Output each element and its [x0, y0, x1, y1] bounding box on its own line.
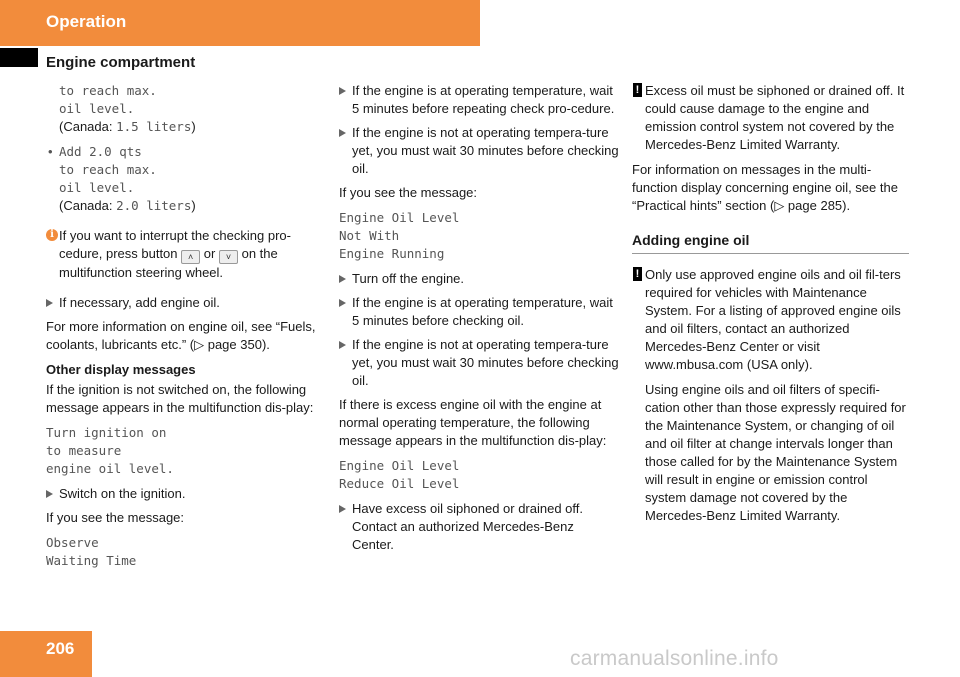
- info-icon: i: [46, 229, 58, 241]
- step-turn-off: Turn off the engine.: [339, 270, 619, 288]
- list-item-add-qts: • Add 2.0 qts to reach max. oil level. (Canada: 2.0 liters): [46, 143, 324, 215]
- column-3: [632, 82, 909, 532]
- bullet-dot-icon: •: [48, 144, 53, 159]
- para-excess: If there is excess engine oil with the engine at normal operating temperature, the following message appears in the multifunction dis-play:: [339, 397, 607, 448]
- triangle-arrow-icon: [339, 341, 346, 349]
- triangle-arrow-icon: [339, 129, 346, 137]
- step-add-oil: If necessary, add engine oil.: [46, 294, 324, 312]
- triangle-arrow-icon: [339, 299, 346, 307]
- warning-note-excess: ! Excess oil must be siphoned or drained off. It could cause damage to the engine and emission control system not covered by the Mercedes-Benz Limited Warranty.: [632, 82, 909, 154]
- column-1: [46, 82, 324, 577]
- step-switch-on: Switch on the ignition.: [46, 485, 324, 503]
- key-up-icon: ˄: [181, 250, 200, 264]
- triangle-arrow-icon: [339, 505, 346, 513]
- canada-note-b: (Canada: 2.0 liters): [59, 198, 196, 213]
- chapter-title: Operation: [46, 12, 127, 31]
- section-tab-marker: [0, 48, 38, 67]
- warning-icon: !: [633, 267, 642, 281]
- mono-msg-level-running: Engine Oil Level Not With Engine Running: [339, 210, 460, 261]
- para-fuels: For more information on engine oil, see “Fuels, coolants, lubricants etc.” (▷ page 350).: [46, 319, 316, 352]
- para-if-you-see: If you see the message:: [46, 510, 185, 525]
- canada-note-a: (Canada: 1.5 liters): [59, 119, 196, 134]
- info-note-interrupt: i If you want to interrupt the checking pro-cedure, press button ˄ or ˅ on the multifunction steering wheel.: [46, 227, 324, 282]
- triangle-arrow-icon: [46, 299, 53, 307]
- para-if-you-see-2: If you see the message:: [339, 185, 478, 200]
- triangle-arrow-icon: [339, 275, 346, 283]
- page-number: 206: [46, 639, 75, 658]
- step-wait-5: If the engine is at operating temperature, wait 5 minutes before checking oil.: [339, 294, 619, 330]
- warning-icon: !: [633, 83, 642, 97]
- triangle-arrow-icon: [339, 87, 346, 95]
- para-warranty: Using engine oils and oil filters of specifi-cation other than those expressly required for the Maintenance System, or changing of oil and oil filter at change intervals longer than those called for by the Maintenance System will result in engine or emission control system damage not covered by the Mercedes-Benz Limited Warranty.: [645, 382, 906, 523]
- mono-msg-observe: Observe Waiting Time: [46, 535, 137, 568]
- mono-msg-turn-ignition: Turn ignition on to measure engine oil level.: [46, 425, 174, 476]
- para-practical-hints: For information on messages in the multi-function display concerning engine oil, see the “Practical hints” section (▷ page 285).: [632, 162, 898, 213]
- step-wait-30: If the engine is not at operating tempera-ture yet, you must wait 30 minutes before checking oil.: [339, 124, 619, 178]
- mono-msg-reach-max-a: to reach max. oil level. (Canada: 1.5 liters): [46, 82, 324, 136]
- triangle-arrow-icon: [46, 490, 53, 498]
- warning-note-approved: ! Only use approved engine oils and oil fil-ters required for vehicles with Maintenance System. For a listing of approved engine oils and oil filters, contact an authorized Mercedes-Benz Center or visit www.mbusa.com (USA only).: [632, 266, 909, 374]
- step-wait-30-b: If the engine is not at operating tempera-ture yet, you must wait 30 minutes before checking oil.: [339, 336, 619, 390]
- section-title: Engine compartment: [46, 54, 196, 71]
- para-ignition: If the ignition is not switched on, the following message appears in the multifunction dis-play:: [46, 382, 314, 415]
- step-siphon: Have excess oil siphoned or drained off. Contact an authorized Mercedes-Benz Center.: [339, 500, 619, 554]
- column-2: [339, 82, 619, 560]
- mono-msg-reduce: Engine Oil Level Reduce Oil Level: [339, 458, 460, 491]
- step-wait-5-repeat: If the engine is at operating temperature, wait 5 minutes before repeating check pro-cedure.: [339, 82, 619, 118]
- key-down-icon: ˅: [219, 250, 238, 264]
- other-messages-heading: Other display messages: [46, 362, 196, 377]
- adding-engine-oil-heading: Adding engine oil: [632, 231, 909, 254]
- watermark: carmanualsonline.info: [570, 647, 779, 670]
